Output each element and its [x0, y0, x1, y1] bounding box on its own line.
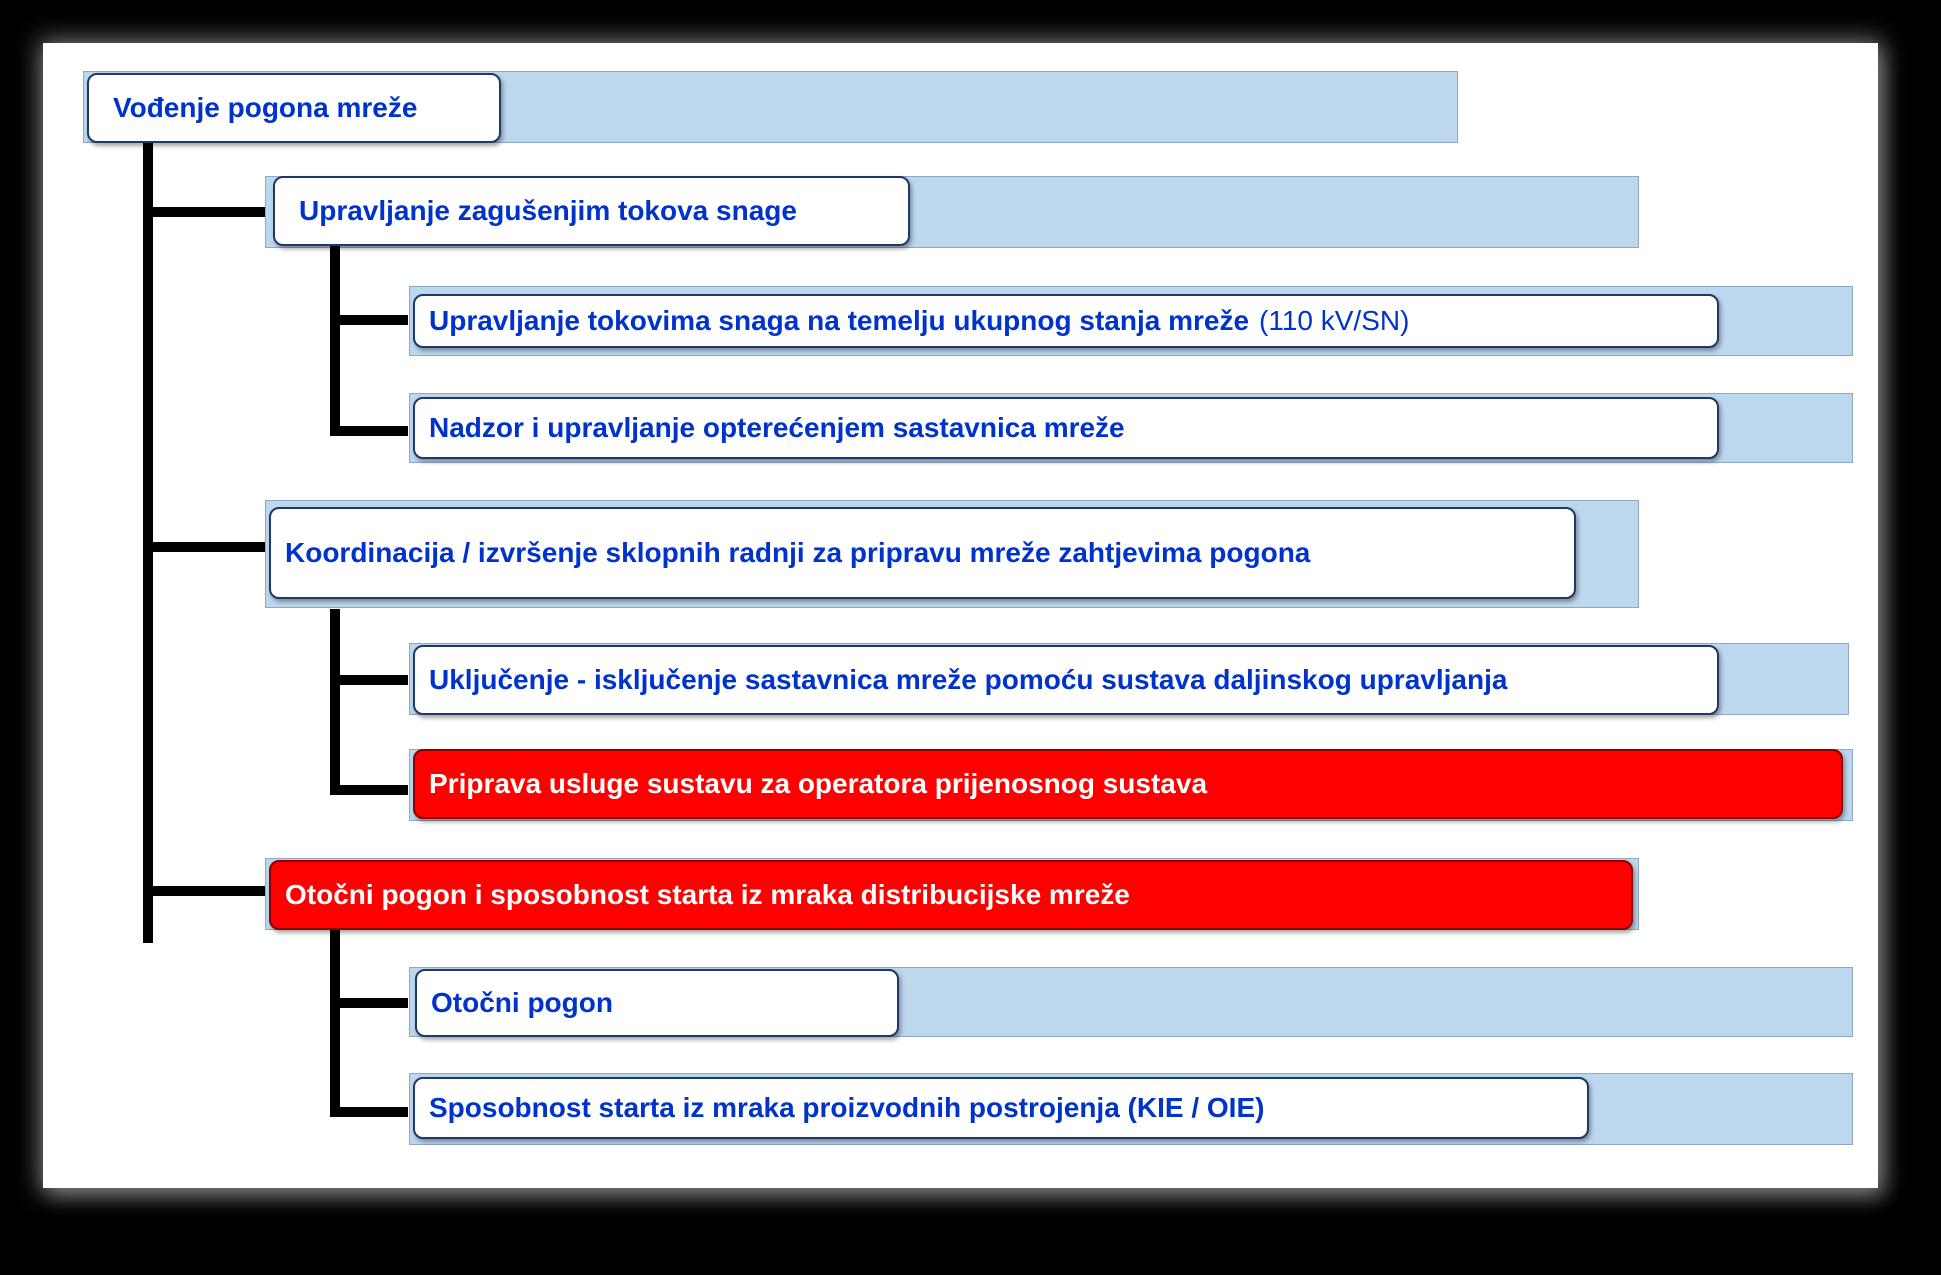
root-label: Vođenje pogona mreže: [113, 92, 418, 123]
flow-control-voltage: (110 kV/SN): [1259, 305, 1410, 336]
switching-connector-vertical: [330, 609, 340, 795]
tso-service-label: Priprava usluge sustavu za operatora prijenosnog sustava: [429, 768, 1208, 799]
load-monitoring-label: Nadzor i upravljanje opterećenjem sastavnica mreže: [429, 412, 1125, 443]
root-node: [87, 73, 501, 143]
tso-service-node: [413, 749, 1843, 819]
load-monitoring-connector: [330, 426, 408, 436]
island-operation-label: Otočni pogon: [431, 987, 613, 1018]
congestion-node: [273, 176, 910, 246]
island-blackstart-label: Otočni pogon i sposobnost starta iz mraka distribucijske mreže: [285, 879, 1130, 910]
blackstart-plants-connector: [330, 1107, 408, 1117]
switching-label: Koordinacija / izvršenje sklopnih radnji za pripravu mreže zahtjevima pogona: [285, 537, 1311, 568]
island-connector-vertical: [330, 930, 340, 1117]
island-operation-connector: [330, 998, 408, 1008]
island-blackstart-connector: [143, 886, 271, 896]
congestion-connector: [143, 207, 271, 217]
island-blackstart-node: [269, 860, 1633, 930]
switching-node: [269, 507, 1576, 599]
remote-switching-connector: [330, 675, 408, 685]
remote-switching-label: Uključenje - isključenje sastavnica mreže pomoću sustava daljinskog upravljanja: [429, 664, 1508, 695]
island-operation-node: [415, 969, 899, 1037]
congestion-label: Upravljanje zagušenjim tokova snage: [299, 195, 797, 226]
blackstart-plants-label: Sposobnost starta iz mraka proizvodnih postrojenja (KIE / OIE): [429, 1092, 1265, 1123]
load-monitoring-node: [413, 397, 1719, 459]
flow-control-node: [413, 294, 1719, 348]
flow-control-connector: [330, 315, 408, 325]
switching-connector: [143, 542, 271, 552]
blackstart-plants-node: [413, 1077, 1589, 1139]
tso-service-connector: [330, 785, 408, 795]
congestion-connector-vertical: [330, 246, 340, 436]
flow-control-label: Upravljanje tokovima snaga na temelju ukupnog stanja mreže: [429, 305, 1250, 336]
diagram-panel: [43, 43, 1878, 1188]
remote-switching-node: [413, 645, 1719, 715]
